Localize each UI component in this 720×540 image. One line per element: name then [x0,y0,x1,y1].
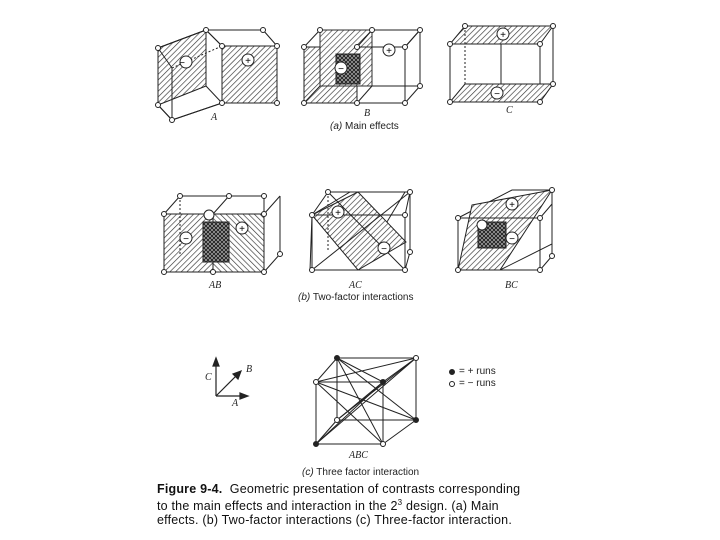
caption-two-factor: (b) Two-factor interactions [298,292,414,303]
figure-caption [157,482,577,527]
caption-line-1: Geometric presentation of contrasts corresponding [229,482,521,496]
plus-sign: + [386,46,392,57]
minus-sign: − [509,234,515,245]
minus-sign: − [183,234,189,245]
minus-sign: − [338,64,344,75]
axes-glyph [213,358,248,399]
cube-ac [310,190,413,273]
cube-a [156,28,280,123]
caption-line-2b: design. (a) Main [402,499,499,514]
minus-sign: − [179,58,185,69]
cube-b [302,28,423,106]
plus-sign: + [500,30,506,41]
legend-minus-runs: = − runs [459,378,496,389]
label-c: C [506,105,513,116]
caption-line-3: effects. (b) Two-factor interactions (c) Three-factor interaction. [157,513,513,528]
cube-abc [314,356,419,447]
figure-number: Figure 9-4. [157,482,223,496]
caption-superscript: 3 [397,498,403,507]
label-bc: BC [505,280,518,291]
plus-run-marker [450,370,455,375]
label-b: B [364,108,371,119]
caption-main-effects: (a) Main effects [330,121,399,132]
label-a: A [211,112,218,123]
axis-label-c: C [205,372,212,383]
label-abc: ABC [349,450,368,461]
cube-ab [162,194,283,275]
caption-line-2a: to the main effects and interaction in the 2 [157,499,398,514]
caption-three-factor: (c) Three factor interaction [302,467,420,478]
label-ac: AC [349,280,362,291]
plus-sign: + [509,200,515,211]
minus-run-marker [450,382,455,387]
label-ab: AB [209,280,222,291]
plus-sign: + [239,224,245,235]
minus-sign: − [381,244,387,255]
cube-bc [456,188,555,273]
axis-label-b: B [246,364,253,375]
minus-sign: − [494,89,500,100]
plus-sign: + [335,208,341,219]
plus-sign: + [245,56,251,67]
axis-label-a: A [232,398,239,409]
legend-plus-runs: = + runs [459,366,496,377]
